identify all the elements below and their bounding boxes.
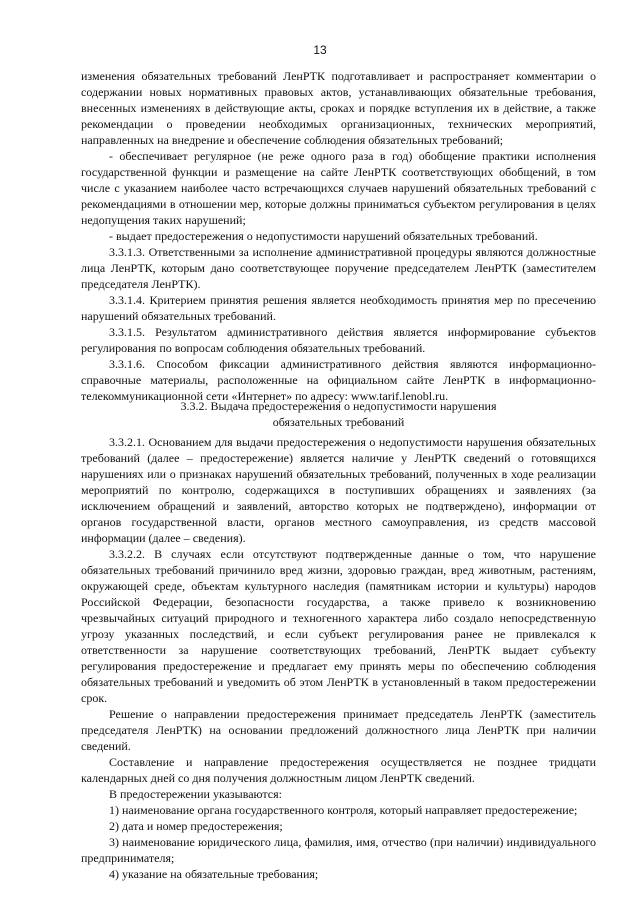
list-item: 4) указание на обязательные требования; bbox=[109, 867, 319, 881]
section-heading bbox=[81, 398, 596, 430]
text-block-1 bbox=[81, 68, 596, 404]
text-block-2 bbox=[81, 434, 596, 882]
paragraph: 3.3.2.2. В случаях если отсутствуют подтвержденные данные о том, что нарушение обязательных требований причинило вред жизни, здоровью граждан, вред животным, растениям, окружающей среде, объектам культурного наследия (памятникам истории и культуры) народов Российской Федерации, безопасности государства, а также привело к возникновению чрезвычайных ситуаций природного и техногенного характера либо создало непосредственную угрозу указанных последствий, и если субъект регулирования ранее не привлекался к ответственности за нарушение соответствующих требований, ЛенРТК выдает субъекту регулирования предостережение и предлагает ему принять меры по обеспечению соблюдения обязательных требований и уведомить об этом ЛенРТК в установленный в таком предостережении срок. bbox=[81, 547, 596, 705]
paragraph: 3.3.1.6. Способом фиксации административного действия являются информационно-справочные материалы, расположенные на официальном сайте ЛенРТК в информационно-телекоммуникационной сети «Интернет» по адресу: www.tarif.lenobl.ru. bbox=[81, 357, 596, 403]
paragraph: Составление и направление предостережения осуществляется не позднее тридцати календарных дней со дня получения должностным лицом ЛенРТК сведений. bbox=[81, 755, 596, 785]
paragraph: изменения обязательных требований ЛенРТК подготавливает и распространяет комментарии о содержании новых нормативных правовых актов, устанавливающих обязательные требования, внесенных изменениях в действующие акты, сроках и порядке вступления их в действие, а также рекомендации о проведении необходимых организационных, технических мероприятий, направленных на внедрение и обеспечение соблюдения обязательных требований; bbox=[81, 69, 596, 147]
list-item: 3) наименование юридического лица, фамилия, имя, отчество (при наличии) индивидуального предпринимателя; bbox=[81, 835, 596, 865]
paragraph: - обеспечивает регулярное (не реже одного раза в год) обобщение практики исполнения государственной функции и размещение на сайте ЛенРТК соответствующих обобщений, в том числе с указанием наиболее часто встречающихся случаев нарушений обязательных требований с рекомендациями в отношении мер, которые должны приниматься субъектом регулирования в целях недопущения таких нарушений; bbox=[81, 149, 596, 227]
paragraph: 3.3.1.5. Результатом административного действия является информирование субъектов регулирования по вопросам соблюдения обязательных требований. bbox=[81, 325, 596, 355]
paragraph: 3.3.2.1. Основанием для выдачи предостережения о недопустимости нарушения обязательных требований (далее – предостережение) является наличие у ЛенРТК сведений о готовящихся нарушениях или о признаках нарушений обязательных требований, полученных в ходе реализации мероприятий по контролю, содержащихся в поступивших обращениях и заявлениях (за исключением обращений и заявлений, авторство которых не подтверждено), информации от органов государственной власти, органов местного самоуправления, из средств массовой информации (далее – сведения). bbox=[81, 435, 596, 545]
paragraph: В предостережении указываются: bbox=[109, 787, 282, 801]
paragraph: Решение о направлении предостережения принимает председатель ЛенРТК (заместитель председателя ЛенРТК) на основании предложений должностного лица ЛенРТК при наличии сведений. bbox=[81, 707, 596, 753]
paragraph: - выдает предостережения о недопустимости нарушений обязательных требований. bbox=[109, 229, 538, 243]
paragraph: 3.3.1.3. Ответственными за исполнение административной процедуры являются должностные лица ЛенРТК, которым дано соответствующее поручение председателем ЛенРТК (заместителем председателя ЛенРТК). bbox=[81, 245, 596, 291]
paragraph: 3.3.1.4. Критерием принятия решения является необходимость принятия мер по пресечению нарушений обязательных требований. bbox=[81, 293, 596, 323]
section-heading-line: 3.3.2. Выдача предостережения о недопустимости нарушения bbox=[180, 399, 497, 413]
list-item: 1) наименование органа государственного контроля, который направляет предостережение; bbox=[109, 803, 578, 817]
page-number: 13 bbox=[313, 43, 327, 57]
section-heading-line: обязательных требований bbox=[272, 415, 405, 429]
list-item: 2) дата и номер предостережения; bbox=[109, 819, 283, 833]
